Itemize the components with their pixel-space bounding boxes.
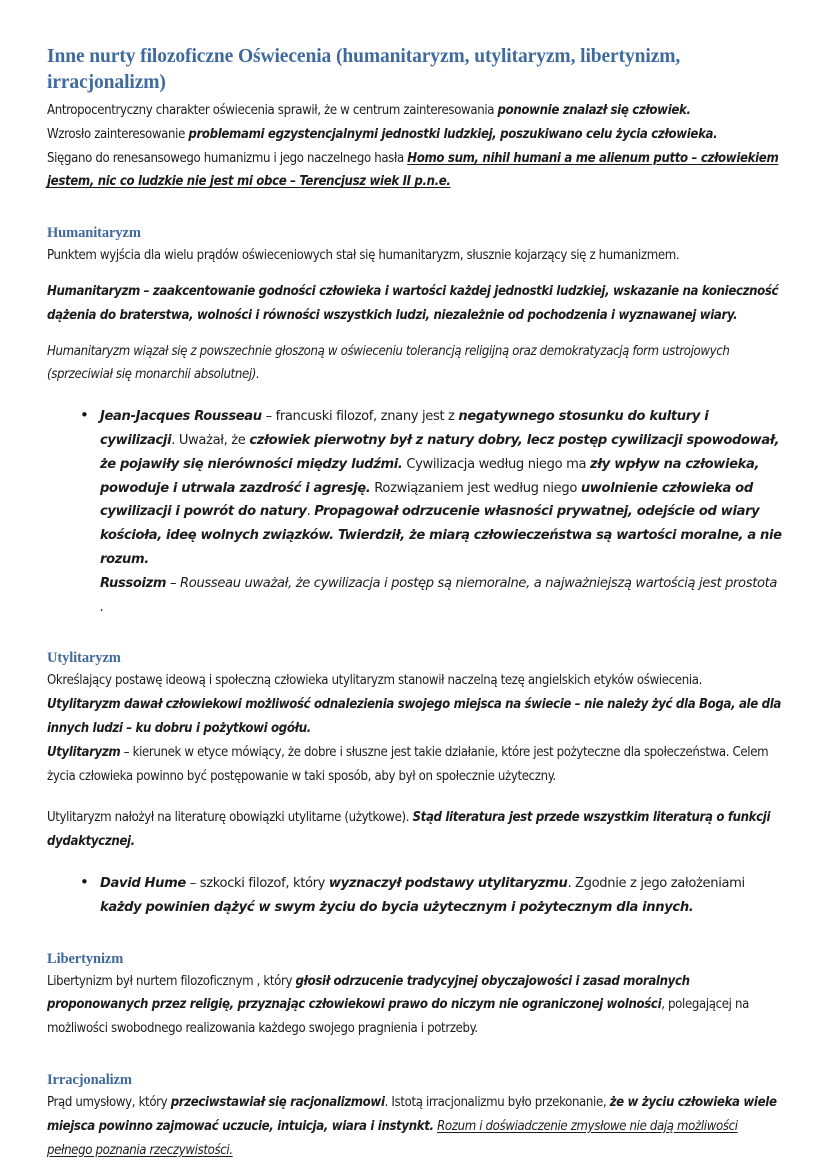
humanitaryzm-paragraph-1: Punktem wyjścia dla wielu prądów oświeceniowych stał się humanitaryzm, słusznie kojarzący się z humanizmem. <box>47 248 680 264</box>
utylitaryzm-definition-1-text: Utylitaryzm dawał człowiekowi możliwość odnalezienia swojego miejsca na świecie – nie należy żyć dla Boga, ale dla innych ludzi – ku dobru i pożytkowi ogółu. <box>47 697 781 736</box>
irracjonalizm-paragraph <box>47 1091 782 1162</box>
section-heading-utylitaryzm: Utylitaryzm <box>47 650 121 667</box>
utylitaryzm-definition-2-text: – kierunek w etyce mówiący, że dobre i słuszne jest takie działanie, które jest pożyteczne dla społeczeństwa. Celem życia człowieka powinno być postępowanie w taki sposób, aby był on społecznie użyteczny. <box>47 744 769 784</box>
libertynizm-paragraph <box>47 970 782 1041</box>
page-title: Inne nurty filozoficzne Oświecenia (humanitaryzm, utylitaryzm, libertynizm, irracjonalizm) <box>47 46 681 93</box>
hume-text-2: . Zgodnie z jego założeniami <box>567 875 745 891</box>
utylitaryzm-paragraph-4 <box>47 806 782 854</box>
spacer <box>47 619 782 649</box>
utylitaryzm-paragraph-1: Określający postawę ideową i społeczną człowieka utylitaryzm stanowił naczelną tezę angielskich etyków oświecenia. <box>47 673 703 689</box>
intro-line3-plain: Sięgano do renesansowego humanizmu i jego naczelnego hasła <box>47 150 408 166</box>
spacer <box>47 194 782 224</box>
intro-latin-quote: Homo sum, nihil humani a me alienum putto – człowiekiem jestem, nic co ludzkie nie jest mi obce – Terencjusz wiek II p.n.e. <box>47 150 779 190</box>
list-item <box>47 405 782 619</box>
intro-line2-plain: Wzrosło zainteresowanie <box>47 126 189 142</box>
utylitaryzm-definition-1 <box>47 693 782 741</box>
rousseau-bold-5: Propagował odrzucenie własności prywatnej, odejście od wiary kościoła, ideę wolnych związków. Twierdził, że miarą człowieczeństwa są wartości moralne, a nie rozum. <box>100 504 782 567</box>
intro-paragraph <box>47 99 782 194</box>
spacer <box>47 328 782 340</box>
utylitaryzm-bullet-list <box>47 872 782 920</box>
libertynizm-bold: głosił odrzucenie tradycyjnej obyczajowości i zasad moralnych proponowanych przez religię, przyznając człowiekowi prawo do niczym nie ograniczonej wolności <box>47 973 690 1013</box>
spacer <box>47 387 782 405</box>
section-heading-humanitaryzm: Humanitaryzm <box>47 225 141 242</box>
irracjonalizm-text-1: Prąd umysłowy, który <box>47 1094 171 1110</box>
list-item <box>47 872 782 920</box>
humanitaryzm-paragraph-3-text: Humanitaryzm wiązał się z powszechnie głoszoną w oświeceniu tolerancją religijną oraz demokratyzacją form ustrojowych (sprzeciwiał się monarchii absolutnej). <box>47 343 730 383</box>
spacer <box>47 268 782 280</box>
irracjonalizm-text-2: . Istotą irracjonalizmu było przekonanie, <box>384 1094 610 1110</box>
rousseau-name: Jean-Jacques Rousseau <box>100 409 262 425</box>
spacer <box>47 788 782 806</box>
russoizm-term: Russoizm <box>100 575 167 591</box>
rousseau-bold-2: człowiek pierwotny był z natury dobry, lecz postęp cywilizacji spowodował, że pojawiły się nierówności między ludźmi. <box>100 432 780 472</box>
rousseau-bold-3: zły wpływ na człowieka, powoduje i utrwala zazdrość i agresję. <box>100 456 760 496</box>
spacer <box>47 1041 782 1071</box>
utylitaryzm-paragraph-4-bold: Stąd literatura jest przede wszystkim literaturą o funkcji dydaktycznej. <box>47 810 771 850</box>
irracjonalizm-underlined: Rozum i doświadczenie zmysłowe nie dają możliwości pełnego poznania rzeczywistości. <box>47 1118 738 1158</box>
hume-bold-1: wyznaczył podstawy utylitaryzmu <box>328 875 568 891</box>
rousseau-bold-4: uwolnienie człowieka od cywilizacji i powrót do natury <box>100 480 753 520</box>
hume-text-1: – szkocki filozof, który <box>185 875 329 891</box>
russoizm-definition: – Rousseau uważał, że cywilizacja i postęp są niemoralne, a najważniejszą wartością jest prostota . <box>100 575 778 615</box>
rousseau-bold-1: negatywnego stosunku do kultury i cywilizacji <box>100 409 709 448</box>
utylitaryzm-definition-2 <box>47 741 782 789</box>
humanitaryzm-bullet-list <box>47 405 782 619</box>
intro-line2-emphasis: problemami egzystencjalnymi jednostki ludzkiej, poszukiwano celu życia człowieka. <box>188 126 718 142</box>
humanitaryzm-definition-text: Humanitaryzm – zaakcentowanie godności człowieka i wartości każdej jednostki ludzkiej, wskazanie na konieczność dążenia do braterstwa, wolności i równości wszystkich ludzi, niezależnie od pochodzenia i wyznawanej wiary. <box>47 283 779 323</box>
libertynizm-text-2: , polegającej na możliwości swobodnego realizowania każdego swojego pragnienia i potrzeby. <box>47 997 749 1037</box>
hume-bold-2: każdy powinien dążyć w swym życiu do bycia użytecznym i pożytecznym dla innych. <box>100 899 694 915</box>
rousseau-text-5: . <box>306 504 315 520</box>
section-heading-libertynizm: Libertynizm <box>47 950 124 967</box>
utylitaryzm-paragraph-4-plain: Utylitaryzm nałożył na literaturę obowiązki utylitarne (użytkowe). <box>47 810 413 826</box>
rousseau-text-2: . Uważał, że <box>171 432 250 448</box>
irracjonalizm-bold-1: przeciwstawiał się racjonalizmowi <box>170 1094 385 1110</box>
utylitaryzm-term: Utylitaryzm <box>47 744 121 760</box>
rousseau-text-4: Rozwiązaniem jest według niego <box>370 480 581 496</box>
irracjonalizm-bold-2: że w życiu człowieka wiele miejsca powinno zajmować uczucie, intuicja, wiara i instynkt. <box>47 1094 777 1134</box>
spacer <box>47 920 782 950</box>
section-heading-irracjonalizm: Irracjonalizm <box>47 1071 132 1088</box>
humanitaryzm-definition <box>47 280 782 328</box>
humanitaryzm-paragraph-3 <box>47 340 782 388</box>
libertynizm-text-1: Libertynizm był nurtem filozoficznym , który <box>47 973 296 989</box>
rousseau-text-1: – francuski filozof, znany jest z <box>261 409 459 425</box>
spacer <box>47 854 782 872</box>
hume-name: David Hume <box>100 875 186 891</box>
intro-line1-plain: Antropocentryczny charakter oświecenia sprawił, że w centrum zainteresowania <box>47 103 498 118</box>
intro-line1-emphasis: ponownie znalazł się człowiek. <box>497 103 691 118</box>
rousseau-text-3: Cywilizacja według niego ma <box>402 456 590 472</box>
